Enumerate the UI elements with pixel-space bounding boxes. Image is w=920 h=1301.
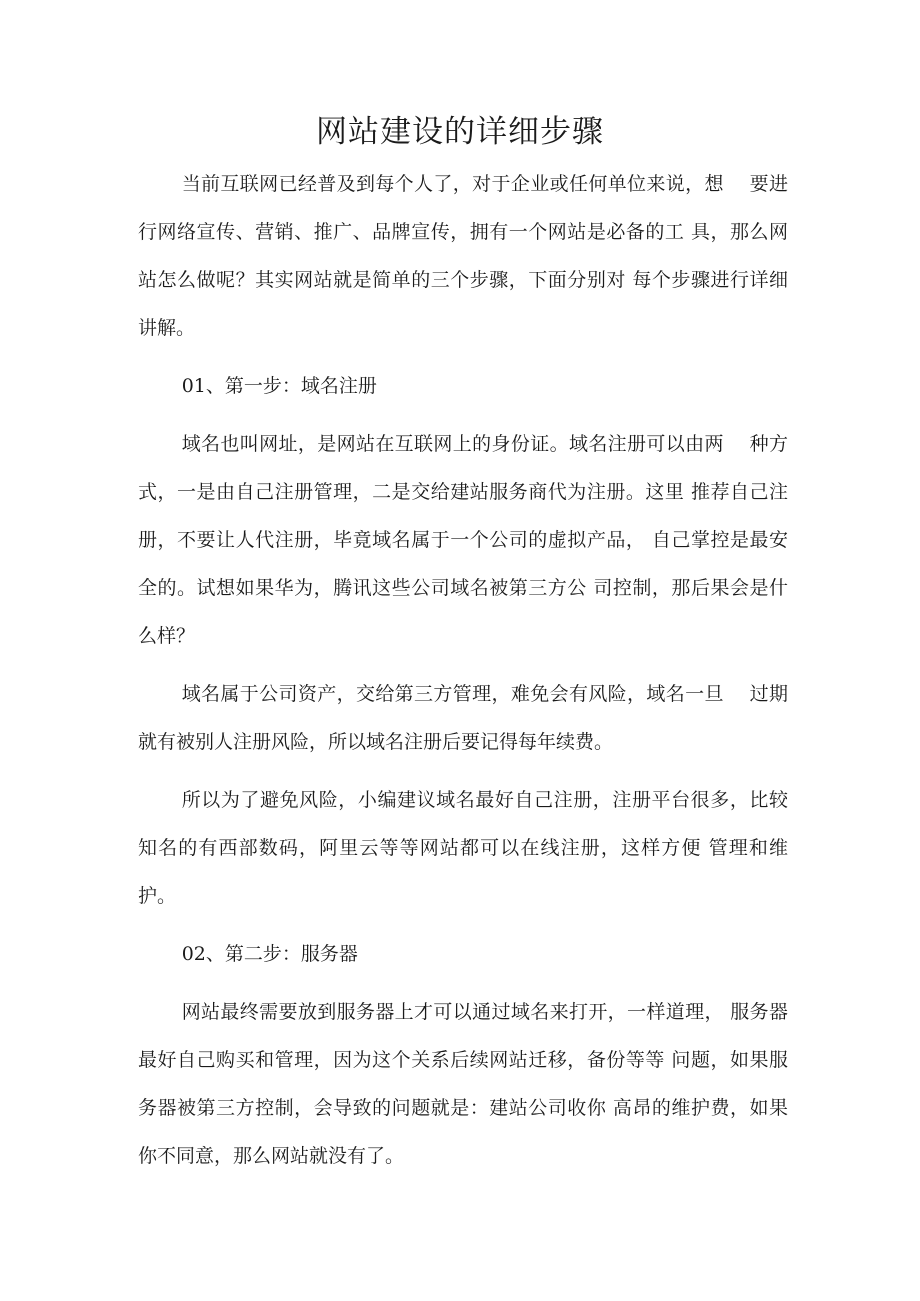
domain-paragraph-3: 所以为了避免风险，小编建议域名最好自己注册，注册平台很多，比较知名的有西部数码，阿里云等等网站都可以在线注册，这样方便 管理和维护。 [138,789,788,907]
step-1-heading: 01、第一步：域名注册 [181,375,377,397]
step-2-heading: 02、第二步：服务器 [181,943,358,965]
domain-paragraph-2: 域名属于公司资产，交给第三方管理，难免会有风险，域名一旦 过期就有被别人注册风险，所以域名注册后要记得每年续费。 [138,683,788,753]
server-paragraph: 网站最终需要放到服务器上才可以通过域名来打开，一样道理， 服务器最好自己购买和管理，因为这个关系后续网站迁移，备份等等 问题，如果服务器被第三方控制，会导致的问题就是：建站公司收你 高昂的维护费，如果你不同意，那么网站就没有了。 [138,1001,788,1167]
document-body [138,160,788,1190]
document-title: 网站建设的详细步骤 [316,114,604,150]
intro-paragraph: 当前互联网已经普及到每个人了，对于企业或任何单位来说，想 要进行网络宣传、营销、推广、品牌宣传，拥有一个网站是必备的工 具，那么网站怎么做呢？其实网站就是简单的三个步骤，下面分别对 每个步骤进行详细讲解。 [138,173,788,339]
domain-paragraph-1: 域名也叫网址，是网站在互联网上的身份证。域名注册可以由两 种方式，一是由自己注册管理，二是交给建站服务商代为注册。这里 推荐自己注册，不要让人代注册，毕竟域名属于一个公司的虚拟产品， 自己掌控是最安全的。试想如果华为，腾讯这些公司域名被第三方公 司控制，那后果会是什么样？ [138,433,788,647]
